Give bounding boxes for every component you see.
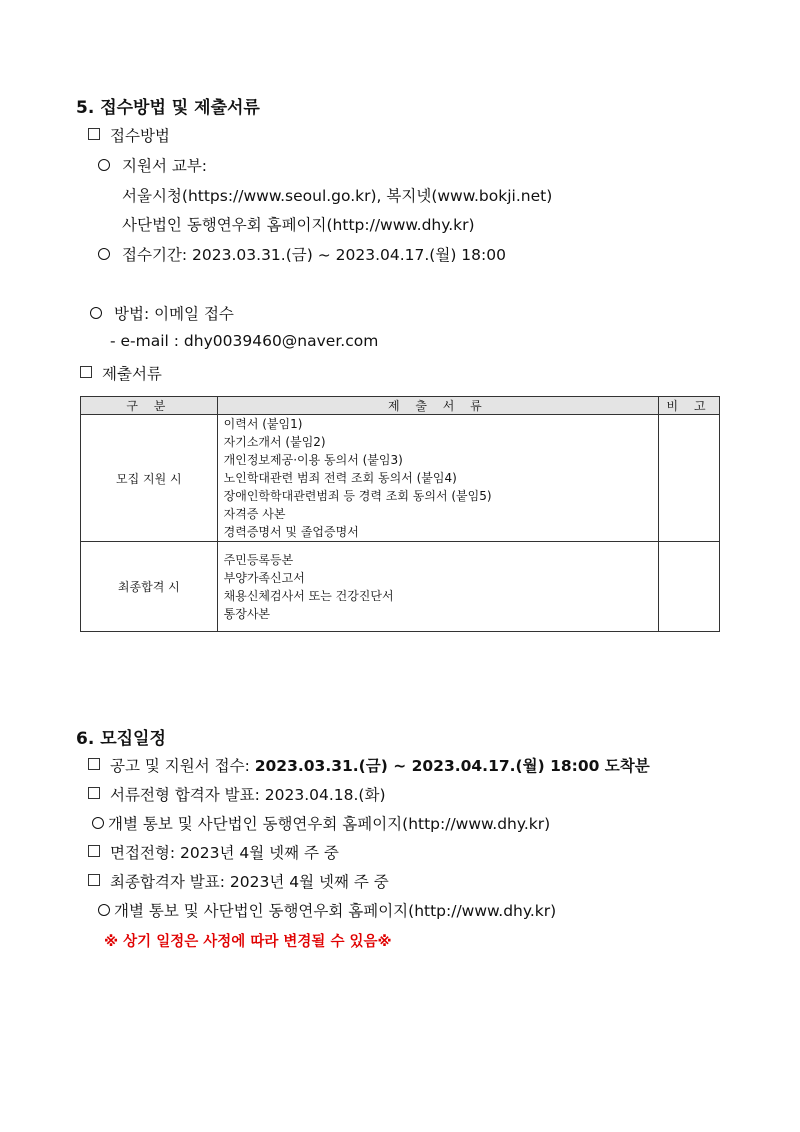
checkbox-square-icon <box>88 128 100 140</box>
checkbox-square-icon <box>88 874 100 886</box>
row-items <box>217 415 658 542</box>
row-note <box>659 542 720 632</box>
row-category: 최종합격 시 <box>81 542 218 632</box>
email-line: - e-mail : dhy0039460@naver.com <box>110 332 379 350</box>
circle-bullet-icon <box>98 904 110 916</box>
list-item: 통장사본 <box>223 606 271 621</box>
bullet-application-form-line1: 서울시청(https://www.seoul.go.kr), 복지넷(www.bokji.net) <box>122 187 553 205</box>
table-header-row <box>81 397 720 415</box>
schedule-item-document-screening-sub: 개별 통보 및 사단법인 동행연우회 홈페이지(http://www.dhy.kr) <box>92 812 550 834</box>
list-item: 자격증 사본 <box>223 507 286 521</box>
schedule-item-announcement: 공고 및 지원서 접수: 2023.03.31.(금) ~ 2023.04.17.(월) 18:00 도착분 <box>88 754 650 776</box>
table-row <box>81 542 720 632</box>
section5-title: 5. 접수방법 및 제출서류 <box>76 98 260 118</box>
bullet-application-method: 방법: 이메일 접수 <box>90 302 234 324</box>
schedule-item-final-result: 최종합격자 발표: 2023년 4월 넷째 주 중 <box>88 870 389 892</box>
schedule-notice: ※ 상기 일정은 사정에 따라 변경될 수 있음※ <box>104 934 392 950</box>
circle-bullet-icon <box>98 248 110 260</box>
section6-title: 6. 모집일정 <box>76 729 166 749</box>
checkbox-square-icon <box>88 845 100 857</box>
checkbox-square-icon <box>88 787 100 799</box>
schedule-item-document-screening: 서류전형 합격자 발표: 2023.04.18.(화) <box>88 783 386 805</box>
bullet-application-form: 지원서 교부: <box>98 154 207 176</box>
list-item: 자기소개서 (붙임2) <box>223 435 326 449</box>
schedule-item-final-result-sub: 개별 통보 및 사단법인 동행연우회 홈페이지(http://www.dhy.kr) <box>98 899 556 921</box>
circle-bullet-icon <box>90 307 102 319</box>
documents-table <box>80 396 720 632</box>
bullet-application-form-line2: 사단법인 동행연우회 홈페이지(http://www.dhy.kr) <box>122 216 475 234</box>
list-item: 노인학대관련 범죄 전력 조회 동의서 (붙임4) <box>223 471 457 485</box>
checkbox-square-icon <box>88 758 100 770</box>
schedule-item-interview: 면접전형: 2023년 4월 넷째 주 중 <box>88 841 339 863</box>
checkbox-square-icon <box>80 366 92 378</box>
row-items <box>217 542 658 632</box>
list-item: 부양가족신고서 <box>223 570 305 585</box>
list-item: 개인정보제공·이용 동의서 (붙임3) <box>223 453 403 467</box>
list-item: 이력서 (붙임1) <box>223 417 303 431</box>
table-row <box>81 415 720 542</box>
list-item: 경력증명서 및 졸업증명서 <box>223 525 359 539</box>
row-note <box>659 415 720 542</box>
header-note: 비 고 <box>659 397 720 415</box>
bullet-application-period: 접수기간: 2023.03.31.(금) ~ 2023.04.17.(월) 18:00 <box>98 243 506 265</box>
row-category: 모집 지원 시 <box>81 415 218 542</box>
list-item: 주민등록등본 <box>223 552 294 567</box>
header-category: 구 분 <box>81 397 218 415</box>
list-item: 장애인학학대관련범죄 등 경력 조회 동의서 (붙임5) <box>223 489 492 503</box>
method-heading: 접수방법 <box>88 124 170 146</box>
circle-bullet-icon <box>92 817 104 829</box>
circle-bullet-icon <box>98 159 110 171</box>
header-documents: 제 출 서 류 <box>217 397 658 415</box>
list-item: 채용신체검사서 또는 건강진단서 <box>223 588 394 603</box>
docs-heading: 제출서류 <box>80 362 162 384</box>
